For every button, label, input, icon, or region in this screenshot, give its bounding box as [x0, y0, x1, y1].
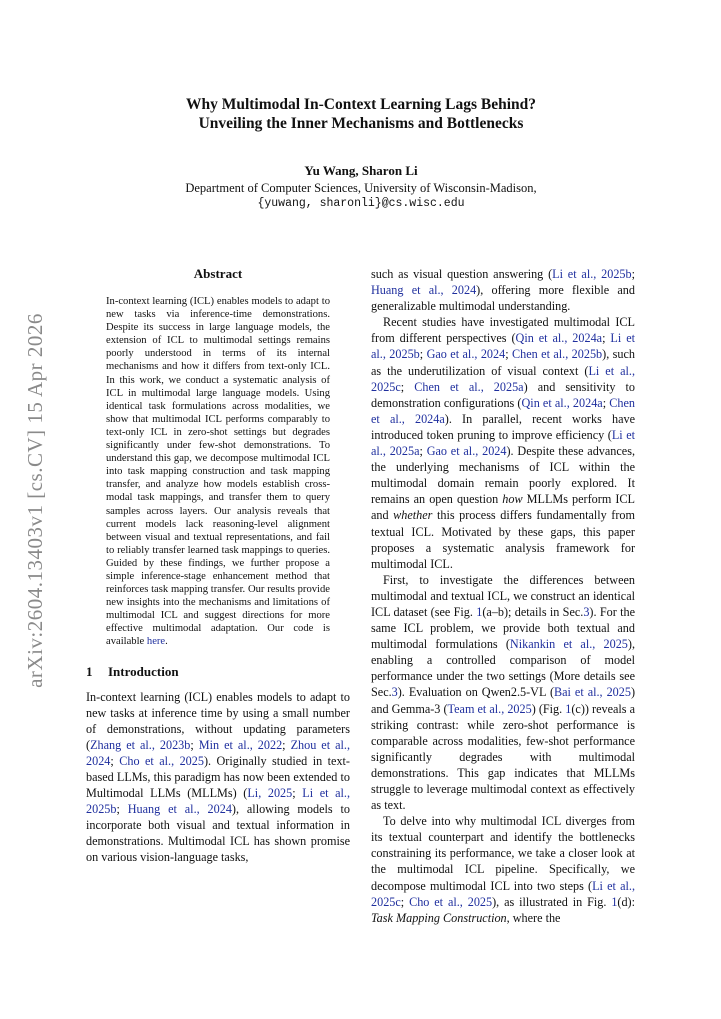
paragraph-text: ). Evaluation on Qwen2.5-VL (: [397, 685, 555, 700]
title-line-1: Why Multimodal In-Context Learning Lags Behind?: [185, 96, 537, 113]
citation-link[interactable]: Zhou et al., 2024: [86, 737, 350, 768]
separator: ;: [282, 737, 291, 752]
paragraph-text: Recent studies have investigated multimodal ICL from different perspectives (: [371, 315, 635, 346]
intro-paragraph-1: [86, 689, 350, 866]
paragraph-text: ) and sensitivity to demonstration configurations (: [371, 379, 635, 410]
paragraph-text: ) and Gemma-3 (: [371, 685, 636, 716]
separator: ;: [190, 737, 199, 752]
arxiv-stamp-text: arXiv:2604.13403v1 [cs.CV] 15 Apr 2026: [22, 312, 47, 688]
citation-link[interactable]: Team et al., 2025: [447, 701, 532, 716]
paragraph-text: ). In parallel, recent works have introduced token pruning to improve efficiency (: [371, 411, 635, 442]
citation-link[interactable]: Bai et al., 2025: [554, 685, 631, 700]
citation-link[interactable]: Min et al., 2022: [198, 737, 283, 752]
code-link[interactable]: here: [146, 636, 166, 648]
affiliation-block: [86, 180, 636, 212]
abstract-text: In-context learning (ICL) enables models to adapt to new tasks via inference-time demonstrations. Despite its success in large language models, the extension of ICL to multimodal settings remains poorly understood in terms of its internal mechanisms and how it differs from text-only ICL. In this work, we conduct a systematic analysis of ICL in multimodal large language models. Using identical task formulations across modalities, we show that multimodal ICL performs comparably to text-only ICL in zero-shot settings but degrades significantly under few-shot demonstrations. To understand this gap, we decompose multimodal ICL into task mapping construction and task mapping transfer, and analyze how models establish cross-modal task mappings, and transfer them to query samples across layers. Our analysis reveals that current models lack reasoning-level alignment between visual and textual representations, and fail to reliably transfer learned task mappings to queries. Guided by these findings, we further propose a simple inference-stage enhancement method that reinforces task mapping transfer. Our results provide new insights into the mechanisms and limitations of multimodal ICL and suggest directions for more effective multimodal adaptation. Our code is available: [106, 296, 330, 648]
paragraph-text: ) (Fig.: [531, 701, 566, 716]
figure-ref-link[interactable]: 1: [611, 894, 618, 909]
figure-ref-link[interactable]: 1: [565, 701, 572, 716]
section-ref-link[interactable]: 3: [583, 604, 590, 619]
section-ref-link[interactable]: 3: [391, 685, 398, 700]
intro-paragraph-4: [371, 813, 635, 926]
intro-paragraph-3: [371, 572, 635, 813]
paragraph-text: such as visual question answering (: [371, 267, 553, 281]
paper-title: [86, 95, 636, 133]
separator: ;: [602, 395, 610, 410]
citation-link[interactable]: Chen et al., 2025a: [414, 379, 524, 394]
separator: ;: [419, 347, 427, 362]
author-names: Yu Wang, Sharon Li: [304, 163, 418, 178]
author-email: {yuwang, sharonli}@cs.wisc.edu: [257, 197, 465, 210]
citation-link[interactable]: Gao et al., 2024: [426, 347, 506, 362]
citation-link[interactable]: Li et al., 2025b: [552, 267, 632, 281]
citation-link[interactable]: Zhang et al., 2023b: [90, 737, 191, 752]
paragraph-text: ), as illustrated in Fig.: [492, 894, 612, 909]
paragraph-text: ). Despite these advances, the underlying mechanisms of ICL within the multimodal domain remain poorly explored. It remains an open question: [371, 444, 635, 507]
citation-link[interactable]: Li et al., 2025b: [371, 331, 635, 362]
emphasis: how: [502, 492, 523, 507]
paragraph-text: First, to investigate the differences between multimodal and textual ICL, we construct an identical ICL dataset (see Fig.: [371, 572, 635, 619]
arxiv-identifier-stamp: [10, 300, 60, 700]
emphasis: Task Mapping Construction: [371, 910, 507, 925]
emphasis: whether: [393, 508, 433, 523]
paragraph-text: this process differs fundamentally from textual ICL. Motivated by these gaps, this paper proposes a systematic analysis framework for multimodal ICL.: [371, 508, 635, 571]
citation-link[interactable]: Li et al., 2025b: [86, 786, 350, 817]
paragraph-text: ), offering more flexible and generalizable multimodal understanding.: [371, 283, 635, 314]
citation-link[interactable]: Huang et al., 2024: [127, 802, 232, 817]
separator: ;: [602, 331, 611, 346]
paragraph-text: In-context learning (ICL) enables models to adapt to new tasks at inference time by using a small number of demonstrations, without updating parameters (: [86, 689, 350, 752]
citation-link[interactable]: Nikankin et al., 2025: [509, 637, 628, 652]
section-number: 1: [86, 663, 93, 679]
separator: ;: [505, 347, 513, 362]
paragraph-text: To delve into why multimodal ICL diverges from its textual counterpart and identify the bottlenecks constraining its performance, we take a closer look at the multimodal ICL pipeline. Specifically, we decompose multimodal ICL into two steps (: [371, 814, 635, 893]
paragraph-text: (d):: [617, 894, 636, 909]
paragraph-text: ). For the same ICL problem, we provide both textual and multimodal formulations (: [371, 604, 635, 652]
citation-link[interactable]: Cho et al., 2025: [119, 753, 204, 768]
paragraph-text: ), such as the underutilization of visual context (: [371, 347, 635, 378]
separator: ;: [292, 786, 303, 801]
citation-link[interactable]: Li et al., 2025c: [371, 363, 636, 394]
section-title: Introduction: [108, 663, 179, 679]
separator: ;: [631, 267, 635, 281]
paragraph-text: (a–b); details in Sec.: [482, 604, 584, 619]
separator: ;: [110, 753, 120, 768]
title-line-2: Unveiling the Inner Mechanisms and Bottlenecks: [198, 115, 524, 132]
citation-link[interactable]: Li, 2025: [247, 786, 293, 801]
paragraph-text: ), allowing models to incorporate both visual and textual information in demonstrations. Multimodal ICL has shown promise on various vision-language tasks,: [86, 802, 350, 865]
separator: ;: [400, 894, 410, 909]
intro-paragraph-2: [371, 314, 635, 572]
citation-link[interactable]: Cho et al., 2025: [409, 894, 493, 909]
abstract-heading: Abstract: [193, 266, 243, 281]
separator: ;: [419, 444, 427, 459]
citation-link[interactable]: Chen et al., 2024a: [371, 395, 635, 426]
separator: ;: [400, 379, 415, 394]
citation-link[interactable]: Gao et al., 2024: [426, 444, 507, 459]
paragraph-text: , where the: [506, 910, 561, 925]
paragraph-text: ), enabling a controlled comparison of model performance under the two settings (More details see Sec.: [371, 637, 635, 700]
left-column: [86, 266, 350, 866]
section-heading: [86, 664, 350, 680]
paragraph-text: (c)) reveals a striking contrast: while zero-shot performance is comparable across modalities, few-shot performance significantly degrades with multimodal demonstrations. This gap indicates that MLLMs struggle to leverage multimodal context as effectively as text.: [371, 701, 636, 813]
right-column: [371, 266, 635, 926]
citation-link[interactable]: Huang et al., 2024: [371, 283, 477, 298]
abstract-body: In-context learning (ICL) enables models to adapt to new tasks via inference-time demonstrations. Despite its success in large language models, the extension of ICL to multimodal settings remains poorly understood in terms of its internal mechanisms and how it differs from text-only ICL. In this work, we conduct a systematic analysis of ICL in multimodal large language models. Using identical task formulations across modalities, we show that multimodal ICL performs comparably to text-only ICL in zero-shot settings but degrades significantly under few-shot demonstrations. To understand this gap, we decompose multimodal ICL into task mapping construction and task mapping transfer, and analyze how models establish cross-modal task mappings, and transfer them to query samples across layers. Our analysis reveals that current models lack reasoning-level alignment between visual and textual representations, and fail to reliably transfer learned task mappings to queries. Guided by these findings, we further propose a simple inference-stage enhancement method that reinforces task mapping transfer. Our results provide new insights into the mechanisms and limitations of multimodal ICL and suggest directions for more effective multimodal adaptation. Our code is available here.: [106, 296, 330, 648]
paragraph-text: MLLMs perform ICL and: [371, 492, 635, 523]
paragraph-text: ). Originally studied in text-based LLMs, this paradigm has now been extended to Multimodal LLMs (MLLMs) (: [86, 753, 350, 801]
citation-link[interactable]: Qin et al., 2024a: [515, 331, 603, 346]
citation-link[interactable]: Chen et al., 2025b: [512, 347, 603, 362]
citation-link[interactable]: Li et al., 2025c: [371, 878, 636, 909]
separator: ;: [116, 802, 128, 817]
affiliation: Department of Computer Sciences, University of Wisconsin-Madison,: [185, 181, 537, 195]
citation-link[interactable]: Li et al., 2025a: [371, 427, 635, 459]
intro-paragraph-continued: [371, 266, 635, 314]
citation-link[interactable]: Qin et al., 2024a: [521, 395, 603, 410]
figure-ref-link[interactable]: 1: [476, 604, 483, 619]
